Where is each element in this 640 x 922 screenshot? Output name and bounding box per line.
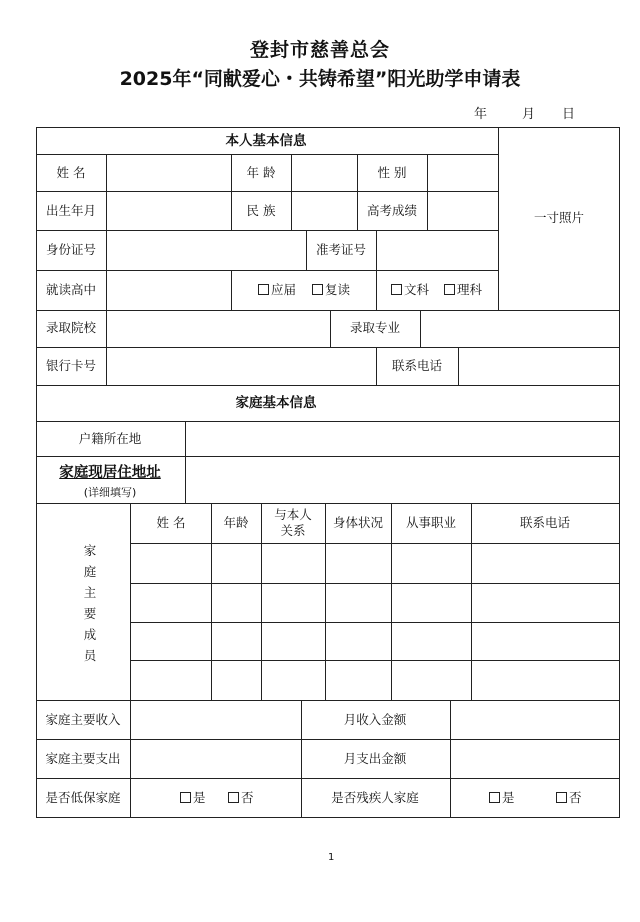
monthly-income-label: 月收入金额 xyxy=(343,712,407,727)
checkbox-icon xyxy=(489,792,500,803)
disabled-yes-checkbox[interactable]: 是 xyxy=(489,791,515,805)
col-relation-header-line2: 关系 xyxy=(280,523,306,538)
org-title: 登封市慈善总会 xyxy=(249,39,390,61)
checkbox-icon xyxy=(258,284,269,295)
family-members-label: 家庭主要成员 xyxy=(83,543,97,663)
current-address-label: 家庭现居住地址 xyxy=(59,465,161,481)
name-label: 姓 名 xyxy=(56,165,86,180)
checkbox-icon xyxy=(444,284,455,295)
admitted-school-label: 录取院校 xyxy=(45,320,97,335)
main-expense-label: 家庭主要支出 xyxy=(45,751,121,766)
admitted-major-label: 录取专业 xyxy=(349,320,401,335)
repeat-student-checkbox[interactable]: 复读 xyxy=(312,283,350,297)
col-phone-header: 联系电话 xyxy=(519,515,571,530)
household-registration-label: 户籍所在地 xyxy=(78,431,142,446)
low-income-family-label: 是否低保家庭 xyxy=(45,790,121,805)
exam-number-label: 准考证号 xyxy=(315,242,367,257)
disabled-family-label: 是否残疾人家庭 xyxy=(331,790,419,805)
col-age-header: 年龄 xyxy=(223,515,249,530)
gender-label: 性 别 xyxy=(377,165,407,180)
high-school-label: 就读高中 xyxy=(45,282,97,297)
checkbox-icon xyxy=(228,792,239,803)
date-year-label: 年 xyxy=(474,107,488,122)
checkbox-icon xyxy=(556,792,567,803)
gaokao-score-label: 高考成绩 xyxy=(366,203,418,218)
basic-info-section-title: 本人基本信息 xyxy=(225,133,307,149)
main-income-label: 家庭主要收入 xyxy=(45,712,121,727)
photo-placeholder: 一寸照片 xyxy=(533,210,585,225)
birth-date-label: 出生年月 xyxy=(45,203,97,218)
age-label: 年 龄 xyxy=(246,165,276,180)
address-note: (详细填写) xyxy=(83,486,137,499)
low-income-no-checkbox[interactable]: 否 xyxy=(228,791,254,805)
ethnicity-label: 民 族 xyxy=(246,203,276,218)
family-info-section-title: 家庭基本信息 xyxy=(235,395,317,411)
fresh-graduate-checkbox[interactable]: 应届 xyxy=(258,283,296,297)
form-title: 2025年“同献爱心・共铸希望”阳光助学申请表 xyxy=(119,68,521,90)
checkbox-icon xyxy=(391,284,402,295)
col-name-header: 姓 名 xyxy=(156,515,186,530)
low-income-yes-checkbox[interactable]: 是 xyxy=(180,791,206,805)
col-relation-header-line1: 与本人 xyxy=(274,507,312,522)
science-checkbox[interactable]: 理科 xyxy=(444,283,482,297)
checkbox-icon xyxy=(312,284,323,295)
monthly-expense-label: 月支出金额 xyxy=(343,751,407,766)
phone-label: 联系电话 xyxy=(391,358,443,373)
disabled-no-checkbox[interactable]: 否 xyxy=(556,791,582,805)
arts-checkbox[interactable]: 文科 xyxy=(391,283,429,297)
col-health-header: 身体状况 xyxy=(332,515,384,530)
date-month-label: 月 xyxy=(522,107,536,122)
id-number-label: 身份证号 xyxy=(45,242,97,257)
checkbox-icon xyxy=(180,792,191,803)
date-day-label: 日 xyxy=(562,107,576,122)
bank-card-label: 银行卡号 xyxy=(45,358,97,373)
page-number: 1 xyxy=(328,852,335,863)
col-occupation-header: 从事职业 xyxy=(405,515,457,530)
